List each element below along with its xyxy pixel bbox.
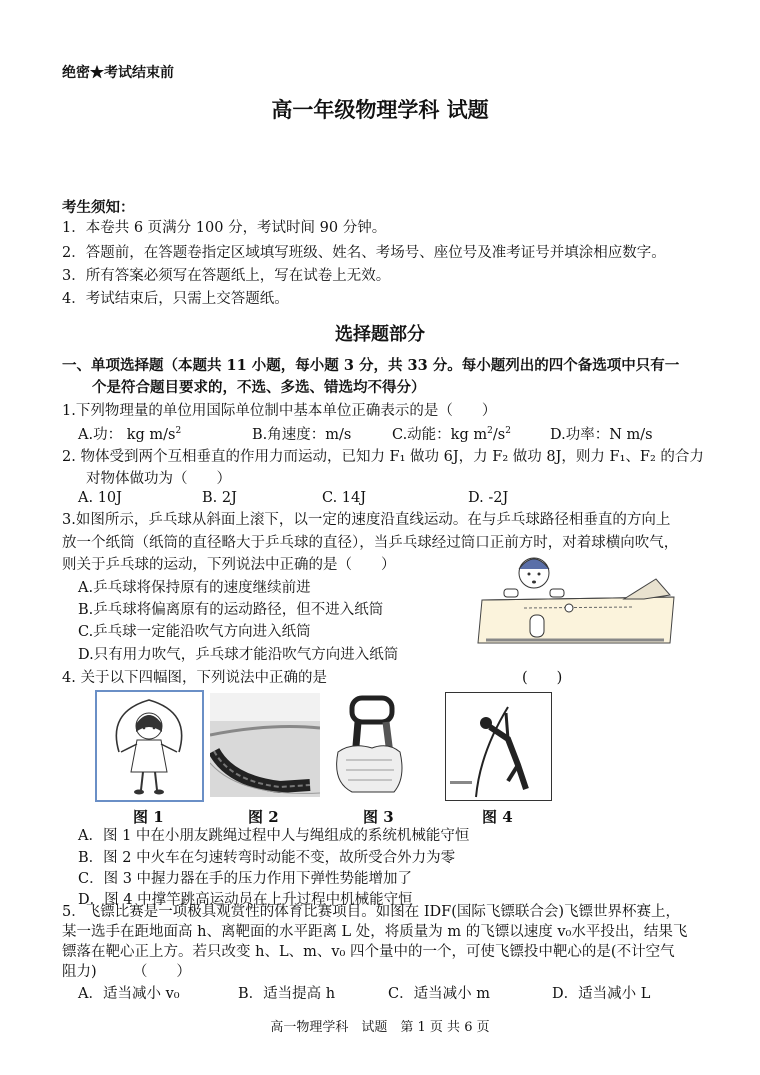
figure-2-caption: 图 2 — [248, 808, 279, 826]
q3-stem-line3: 则关于乒乓球的运动，下列说法中正确的是（ ） — [62, 557, 396, 573]
q1-option-d: D.功率：N m/s — [550, 427, 653, 443]
figure-3-caption: 图 3 — [363, 808, 394, 826]
q2-option-b: B. 2J — [202, 490, 237, 506]
notice-item-2: 2．答题前，在答题卷指定区域填写班级、姓名、考场号、座位号及准考证号并填涂相应数字。 — [62, 245, 666, 261]
notice-item-4: 4．考试结束后，只需上交答题纸。 — [62, 291, 289, 307]
q3-option-b: B.乒乓球将偏离原有的运动路径，但不进入纸筒 — [78, 602, 384, 618]
q4-option-b: B．图 2 中火车在匀速转弯时动能不变，故所受合外力为零 — [78, 850, 456, 866]
q3-option-c: C.乒乓球一定能沿吹气方向进入纸筒 — [78, 624, 311, 640]
part1-instruction-line1: 一、单项选择题（本题共 11 小题，每小题 3 分，共 33 分。每小题列出的四个备选项中只有一 — [62, 357, 680, 374]
q3-pingpong-figure — [474, 555, 680, 650]
q1-option-c: C.动能：kg $m^2/s^2$ — [392, 426, 511, 443]
notice-title: 考生须知： — [62, 199, 135, 216]
part1-instruction-line2: 个是符合题目要求的，不选、多选、错选均不得分） — [92, 379, 426, 396]
q5-option-c: C．适当减小 m — [388, 986, 490, 1002]
q4-answer-paren: ( ) — [522, 670, 563, 686]
q3-stem-line2: 放一个纸筒（纸筒的直径略大于乒乓球的直径），当乒乓球经过筒口正前方时，对着球横向吹气， — [62, 535, 679, 551]
figure-4-pole-vault — [445, 692, 552, 801]
figure-1-caption: 图 1 — [133, 808, 164, 826]
notice-item-1: 1．本卷共 6 页满分 100 分，考试时间 90 分钟。 — [62, 220, 387, 236]
q5-option-b: B．适当提高 h — [238, 986, 336, 1002]
q2-option-c: C. 14J — [322, 490, 367, 506]
page-title: 高一年级物理学科 试题 — [271, 97, 489, 122]
q4-stem: 4. 关于以下四幅图，下列说法中正确的是 — [62, 670, 327, 686]
q5-stem-line2: 某一选手在距地面高 h、离靶面的水平距离 L 处，将质量为 m 的飞镖以速度 v₀水平投出，结果飞 — [62, 924, 688, 940]
notice-item-3: 3．所有答案必须写在答题纸上，写在试卷上无效。 — [62, 268, 391, 284]
secret-label: 绝密★考试结束前 — [62, 65, 174, 81]
page-footer: 高一物理学科 试题 第 1 页 共 6 页 — [270, 1020, 490, 1035]
q1-option-a: A.功： kg $m/s^2$ — [78, 426, 182, 443]
q4-option-d: D．图 4 中撑竿跳高运动员在上升过程中机械能守恒 — [78, 892, 413, 908]
q3-stem-line1: 3.如图所示，乒乓球从斜面上滚下，以一定的速度沿直线运动。在与乒乓球路径相垂直的方向上 — [62, 512, 671, 528]
q1-stem: 1.下列物理量的单位用国际单位制中基本单位正确表示的是（ ） — [62, 403, 497, 419]
q3-option-d: D.只有用力吹气，乒乓球才能沿吹气方向进入纸筒 — [78, 647, 399, 663]
figure-4-caption: 图 4 — [482, 808, 513, 826]
q1-option-b: B.角速度：m/s — [252, 427, 352, 443]
q3-option-a: A.乒乓球将保持原有的速度继续前进 — [78, 580, 311, 596]
q5-option-d: D．适当减小 L — [552, 986, 651, 1002]
figure-2-train — [210, 693, 320, 797]
q2-stem-line2: 对物体做功为（ ） — [86, 471, 231, 487]
q2-stem-line1: 2. 物体受到两个互相垂直的作用力而运动，已知力 F₁ 做功 6J，力 F₂ 做功 8J，则力 F₁、F₂ 的合力 — [62, 449, 704, 465]
q5-stem-line3: 镖落在靶心正上方。若只改变 h、L、m、v₀ 四个量中的一个，可使飞镖投中靶心的是(不计空气 — [62, 944, 675, 960]
q5-stem-line4: 阻力) （ ） — [62, 964, 191, 980]
q2-option-a: A. 10J — [78, 490, 122, 506]
q5-stem-line1: 5．飞镖比赛是一项极具观赏性的体育比赛项目。如图在 IDF(国际飞镖联合会)飞镖世界杯赛上， — [62, 904, 681, 920]
figure-1-jump-rope — [95, 690, 204, 802]
section-heading: 选择题部分 — [335, 324, 425, 345]
q4-option-a: A．图 1 中在小朋友跳绳过程中人与绳组成的系统机械能守恒 — [78, 828, 470, 844]
q5-option-a: A．适当减小 v₀ — [78, 986, 180, 1002]
q4-option-c: C．图 3 中握力器在手的压力作用下弹性势能增加了 — [78, 871, 413, 887]
q2-option-d: D. -2J — [468, 490, 509, 506]
figure-3-grip-trainer — [322, 692, 420, 798]
